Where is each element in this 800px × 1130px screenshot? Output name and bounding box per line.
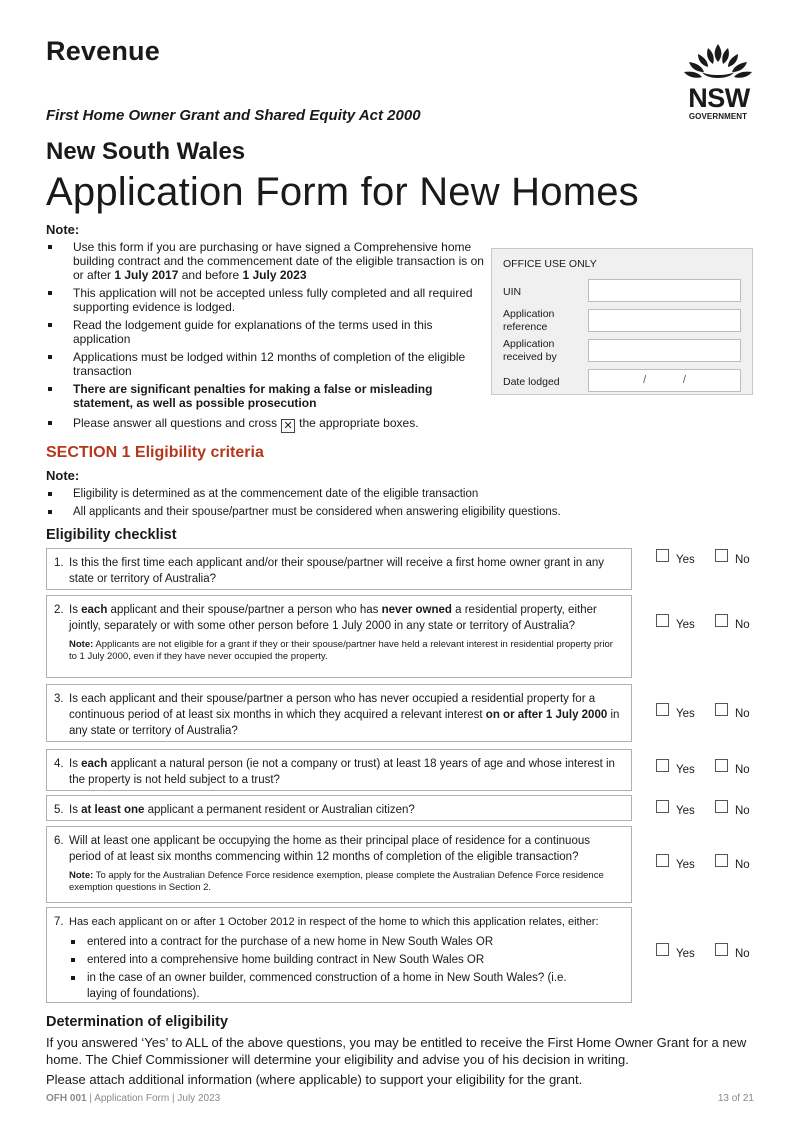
list-item: Please answer all questions and cross ✕ the appropriate boxes. <box>46 416 486 433</box>
q4-no-checkbox[interactable] <box>715 759 728 772</box>
uin-label: UIN <box>503 286 522 298</box>
form-title: Application Form for New Homes <box>46 170 639 214</box>
section1-notes <box>46 468 766 523</box>
checklist-heading: Eligibility checklist <box>46 527 177 543</box>
question-3: 3. Is each applicant and their spouse/partner a person who has never occupied a residential property for a continuous period of at least six months in which they acquired a relevant interest on or after 1 July 2000 in any state or territory of Australia? <box>46 684 632 742</box>
determination-heading: Determination of eligibility <box>46 1014 229 1030</box>
uin-field[interactable] <box>588 279 741 302</box>
form-code: OFH 001 <box>46 1093 87 1104</box>
page-number: 13 of 21 <box>717 1093 754 1104</box>
q5-no-checkbox[interactable] <box>715 800 728 813</box>
list-item: in the case of an owner builder, commenced construction of a home in New South Wales? (i.e. laying of foundations). <box>69 970 587 1002</box>
list-item: Eligibility is determined as at the commencement date of the eligible transaction <box>46 487 766 501</box>
q7-no-checkbox[interactable] <box>715 943 728 956</box>
determination-attach-text: Please attach additional information (where applicable) to support your eligibility for the grant. <box>46 1072 583 1087</box>
nsw-government-logo <box>680 42 756 124</box>
agency-title: Revenue <box>46 36 160 66</box>
list-item: Read the lodgement guide for explanations of the terms used in this application <box>46 318 486 346</box>
question-5: 5. Is at least one applicant a permanent resident or Australian citizen? <box>46 795 632 821</box>
q1-yes-checkbox[interactable] <box>656 549 669 562</box>
determination-text: If you answered ‘Yes’ to ALL of the above questions, you may be entitled to receive the First Home Owner Grant for a new home. The Chief Commissioner will determine your eligibility and advise you of his decision in writing. <box>46 1035 747 1067</box>
application-reference-field[interactable] <box>588 309 741 332</box>
application-received-by-field[interactable] <box>588 339 741 362</box>
office-use-panel <box>491 248 753 395</box>
q2-yes-checkbox[interactable] <box>656 614 669 627</box>
intro-bullet-list <box>46 240 486 433</box>
application-reference-label: Application reference <box>503 308 555 333</box>
date-lodged-field[interactable]: / / <box>588 369 741 392</box>
q6-yes-checkbox[interactable] <box>656 854 669 867</box>
q7-yes-checkbox[interactable] <box>656 943 669 956</box>
crossed-box-icon: ✕ <box>281 419 295 433</box>
q3-no-checkbox[interactable] <box>715 703 728 716</box>
application-received-by-label: Application received by <box>503 338 557 363</box>
state-name: New South Wales <box>46 138 246 165</box>
list-item: Applications must be lodged within 12 months of completion of the eligible transaction <box>46 350 486 378</box>
list-item: entered into a comprehensive home building contract in New South Wales OR <box>69 952 629 968</box>
list-item: Use this form if you are purchasing or have signed a Comprehensive home building contract and the commencement date of the eligible transaction is on or after 1 July 2017 and before 1 July 2023 <box>46 240 486 282</box>
question-1: 1. Is this the first time each applicant and/or their spouse/partner will receive a first home owner grant in any state or territory of Australia? <box>46 548 632 590</box>
question-2-note: Note: Applicants are not eligible for a grant if they or their spouse/partner have held a relevant interest in residential property prior to 1 July 2000, even if they have never occupied the property. <box>69 639 613 662</box>
footer: OFH 001 | Application Form | July 2023 <box>46 1093 221 1104</box>
note-heading: Note: <box>46 222 80 237</box>
note-heading: Note: <box>46 468 80 483</box>
q2-no-checkbox[interactable] <box>715 614 728 627</box>
logo-government-text: GOVERNMENT <box>688 112 748 121</box>
section1-heading: SECTION 1 Eligibility criteria <box>46 444 264 461</box>
list-item: There are significant penalties for making a false or misleading statement, as well as possible prosecution <box>46 382 486 410</box>
q6-no-checkbox[interactable] <box>715 854 728 867</box>
intro-notes <box>46 222 486 437</box>
logo-nsw-text: NSW <box>688 83 750 113</box>
act-name: First Home Owner Grant and Shared Equity Act 2000 <box>46 107 421 124</box>
question-7: 7. Has each applicant on or after 1 October 2012 in respect of the home to which this application relates, either: entered into a contract for the purchase of a new home in New South Wales OR entered into a comprehensive home building contract in New South Wales OR in the case of an owner builder, commenced construction of a home in New South Wales? (i.e. laying of foundations). <box>46 907 632 1003</box>
list-item: entered into a contract for the purchase of a new home in New South Wales OR <box>69 934 629 950</box>
footer-doc: Application Form <box>94 1093 170 1104</box>
list-item: All applicants and their spouse/partner must be considered when answering eligibility questions. <box>46 505 766 519</box>
question-6: 6. Will at least one applicant be occupying the home as their principal place of residence for a continuous period of at least six months commencing within 12 months of completion of the eligible transaction? Note: To apply for the Australian Defence Force residence exemption, please complete the Australian Defence Force residence exemption questions in Section 2. <box>46 826 632 903</box>
question-2: 2. Is each applicant and their spouse/partner a person who has never owned a residential property, either jointly, separately or with some other person before 1 July 2000 in any state or territory of Australia? Note: Applicants are not eligible for a grant if they or their spouse/partner have held a relevant interest in residential property prior to 1 July 2000, even if they have never occupied the property. <box>46 595 632 678</box>
question-4: 4. Is each applicant a natural person (ie not a company or trust) at least 18 years of age and whose interest in the property is not held subject to a trust? <box>46 749 632 791</box>
q5-yes-checkbox[interactable] <box>656 800 669 813</box>
question-6-note: Note: To apply for the Australian Defence Force residence exemption, please complete the Australian Defence Force residence exemption questions in Section 2. <box>69 870 604 893</box>
q4-yes-checkbox[interactable] <box>656 759 669 772</box>
office-use-title: OFFICE USE ONLY <box>503 258 597 270</box>
question-7-options <box>69 934 629 1002</box>
section1-note-list <box>46 487 766 519</box>
q3-yes-checkbox[interactable] <box>656 703 669 716</box>
date-lodged-label: Date lodged <box>503 376 560 388</box>
q1-no-checkbox[interactable] <box>715 549 728 562</box>
footer-date: July 2023 <box>177 1093 221 1104</box>
list-item: This application will not be accepted unless fully completed and all required supporting evidence is lodged. <box>46 286 486 314</box>
